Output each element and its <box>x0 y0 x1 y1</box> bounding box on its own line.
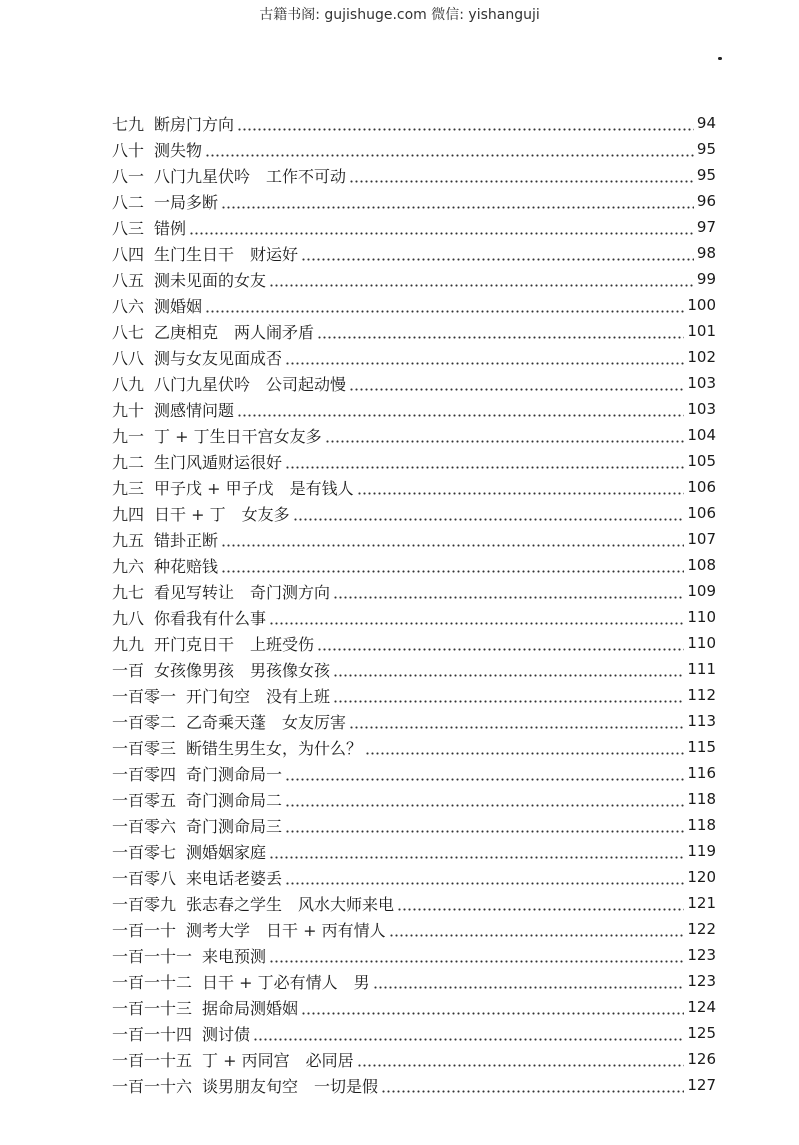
toc-entry-number: 九四 <box>112 504 145 524</box>
dot-leader <box>317 336 684 339</box>
dot-leader <box>365 752 684 755</box>
toc-entry-title: 日干 + 丁必有情人 男 <box>202 972 370 992</box>
toc-entry <box>112 526 716 552</box>
toc-entry-page: 115 <box>687 738 716 756</box>
toc-entry-title: 乙庚相克 两人闹矛盾 <box>154 322 315 342</box>
dot-leader <box>373 986 685 989</box>
dot-leader <box>237 414 684 417</box>
dot-leader <box>269 856 684 859</box>
dot-leader <box>285 362 684 365</box>
toc-entry-number: 一百零四 <box>112 764 177 784</box>
toc-entry <box>112 786 716 812</box>
toc-entry-page: 123 <box>687 946 716 964</box>
toc-entry-title: 丁 + 丁生日干宫女友多 <box>154 426 322 446</box>
dot-leader <box>333 596 684 599</box>
toc-entry-page: 103 <box>687 374 716 392</box>
toc-entry <box>112 604 716 630</box>
toc-entry <box>112 682 716 708</box>
toc-entry-page: 94 <box>696 114 716 132</box>
toc-entry <box>112 1046 716 1072</box>
dot-leader <box>285 882 684 885</box>
toc-entry-number: 一百一十一 <box>112 946 193 966</box>
dot-leader <box>269 622 684 625</box>
toc-entry <box>112 136 716 162</box>
dot-leader <box>237 128 694 131</box>
toc-entry-number: 八五 <box>112 270 145 290</box>
toc-entry-number: 一百零九 <box>112 894 177 914</box>
toc-entry-title: 测未见面的女友 <box>154 270 267 290</box>
dot-leader <box>221 544 684 547</box>
toc-entry-number: 九三 <box>112 478 145 498</box>
toc-entry-number: 八七 <box>112 322 145 342</box>
toc-entry <box>112 292 716 318</box>
dot-leader <box>285 466 684 469</box>
toc-entry-page: 106 <box>687 478 716 496</box>
toc-entry-number: 一百零五 <box>112 790 177 810</box>
toc-entry-page: 123 <box>687 972 716 990</box>
toc-entry <box>112 812 716 838</box>
toc-entry-number: 八一 <box>112 166 145 186</box>
dot-leader <box>325 440 685 443</box>
toc-entry <box>112 838 716 864</box>
toc-entry-number: 八六 <box>112 296 145 316</box>
toc-entry-page: 113 <box>687 712 716 730</box>
dot-leader <box>333 700 684 703</box>
toc-entry-title: 测婚姻 <box>154 296 203 316</box>
toc-entry-page: 125 <box>687 1024 716 1042</box>
toc-entry <box>112 578 716 604</box>
toc-entry-title: 奇门测命局二 <box>186 790 283 810</box>
toc-entry-number: 八四 <box>112 244 145 264</box>
toc-entry-number: 一百零七 <box>112 842 177 862</box>
toc-entry-page: 118 <box>687 816 716 834</box>
toc-entry-page: 112 <box>687 686 716 704</box>
toc-entry-title: 奇门测命局三 <box>186 816 283 836</box>
toc-entry <box>112 968 716 994</box>
toc-entry <box>112 110 716 136</box>
toc-entry <box>112 396 716 422</box>
toc-entry-page: 120 <box>687 868 716 886</box>
toc-entry <box>112 1020 716 1046</box>
toc-entry <box>112 864 716 890</box>
toc-entry-title: 一局多断 <box>154 192 219 212</box>
toc-entry <box>112 890 716 916</box>
toc-entry-title: 张志春之学生 风水大师来电 <box>186 894 395 914</box>
toc-entry-number: 九八 <box>112 608 145 628</box>
toc-entry-page: 110 <box>687 608 716 626</box>
toc-entry-number: 一百零八 <box>112 868 177 888</box>
toc-entry-number: 九五 <box>112 530 145 550</box>
toc-entry-title: 种花赔钱 <box>154 556 219 576</box>
dot-leader <box>285 804 684 807</box>
toc-entry-title: 女孩像男孩 男孩像女孩 <box>154 660 331 680</box>
toc-entry-number: 九七 <box>112 582 145 602</box>
dot-leader <box>205 154 694 157</box>
toc-entry-title: 开门克日干 上班受伤 <box>154 634 315 654</box>
toc-entry-title: 据命局测婚姻 <box>202 998 299 1018</box>
toc-entry-title: 八门九星伏吟 工作不可动 <box>154 166 347 186</box>
toc-entry <box>112 916 716 942</box>
toc-entry <box>112 630 716 656</box>
dot-leader <box>269 960 684 963</box>
toc-entry-page: 104 <box>687 426 716 444</box>
toc-entry-page: 102 <box>687 348 716 366</box>
toc-entry <box>112 162 716 188</box>
toc-entry-page: 95 <box>696 166 716 184</box>
toc-entry-number: 一百一十六 <box>112 1076 193 1096</box>
toc-entry-number: 一百一十四 <box>112 1024 193 1044</box>
toc-entry <box>112 760 716 786</box>
toc-entry-title: 你看我有什么事 <box>154 608 267 628</box>
toc-entry-page: 103 <box>687 400 716 418</box>
toc-entry-page: 119 <box>687 842 716 860</box>
toc-entry <box>112 708 716 734</box>
toc-entry <box>112 188 716 214</box>
toc-entry-number: 八十 <box>112 140 145 160</box>
dot-leader <box>253 1038 684 1041</box>
toc-entry-page: 111 <box>687 660 716 678</box>
dot-leader <box>285 830 684 833</box>
toc-entry-number: 八八 <box>112 348 145 368</box>
dot-leader <box>293 518 685 521</box>
toc-entry-page: 106 <box>687 504 716 522</box>
toc-entry-number: 一百零三 <box>112 738 177 758</box>
toc-entry-page: 108 <box>687 556 716 574</box>
toc-entry <box>112 1072 716 1098</box>
toc-entry-title: 测考大学 日干 + 丙有情人 <box>186 920 386 940</box>
toc-entry-number: 八二 <box>112 192 145 212</box>
dot-leader <box>349 726 684 729</box>
toc-entry-title: 丁 + 丙同宫 必同居 <box>202 1050 354 1070</box>
toc-entry-number: 一百 <box>112 660 145 680</box>
dot-leader <box>269 284 694 287</box>
toc-entry-page: 122 <box>687 920 716 938</box>
toc-entry-page: 107 <box>687 530 716 548</box>
dot-leader <box>285 778 684 781</box>
dot-leader <box>357 492 685 495</box>
toc-entry-page: 95 <box>696 140 716 158</box>
toc-entry-number: 一百一十 <box>112 920 177 940</box>
toc-entry <box>112 734 716 760</box>
toc-entry-title: 测讨债 <box>202 1024 251 1044</box>
toc-entry <box>112 422 716 448</box>
toc-entry-title: 看见写转让 奇门测方向 <box>154 582 331 602</box>
toc-entry-page: 126 <box>687 1050 716 1068</box>
toc-entry-number: 七九 <box>112 114 145 134</box>
dot-leader <box>397 908 684 911</box>
toc-entry-title: 奇门测命局一 <box>186 764 283 784</box>
toc-entry-page: 101 <box>687 322 716 340</box>
toc-entry-number: 八九 <box>112 374 145 394</box>
toc-entry-number: 八三 <box>112 218 145 238</box>
toc-entry-number: 九六 <box>112 556 145 576</box>
toc-entry-title: 生门生日干 财运好 <box>154 244 299 264</box>
toc-entry <box>112 344 716 370</box>
toc-entry-title: 测婚姻家庭 <box>186 842 267 862</box>
toc-entry-title: 八门九星伏吟 公司起动慢 <box>154 374 347 394</box>
dot-leader <box>389 934 685 937</box>
toc-entry-number: 九二 <box>112 452 145 472</box>
toc-entry-title: 乙奇乘天蓬 女友厉害 <box>186 712 347 732</box>
scan-speck <box>718 57 722 60</box>
toc-entry-title: 测与女友见面成否 <box>154 348 283 368</box>
toc-entry-title: 日干 + 丁 女友多 <box>154 504 290 524</box>
dot-leader <box>301 1012 684 1015</box>
toc-entry-title: 错卦正断 <box>154 530 219 550</box>
toc-entry <box>112 370 716 396</box>
toc-entry-title: 谈男朋友旬空 一切是假 <box>202 1076 379 1096</box>
toc-entry-page: 100 <box>687 296 716 314</box>
toc-entry-number: 九一 <box>112 426 145 446</box>
toc-entry <box>112 994 716 1020</box>
dot-leader <box>189 232 694 235</box>
watermark-text: 古籍书阁: gujishuge.com 微信: yishanguji <box>259 7 540 23</box>
toc-entry <box>112 942 716 968</box>
dot-leader <box>221 206 694 209</box>
toc-entry-title: 生门风遁财运很好 <box>154 452 283 472</box>
toc-entry-page: 118 <box>687 790 716 808</box>
dot-leader <box>221 570 684 573</box>
toc-entry-page: 116 <box>687 764 716 782</box>
toc-entry-page: 97 <box>696 218 716 236</box>
toc-entry <box>112 318 716 344</box>
dot-leader <box>205 310 684 313</box>
toc-entry <box>112 474 716 500</box>
toc-entry-number: 九九 <box>112 634 145 654</box>
toc-entry-number: 一百零二 <box>112 712 177 732</box>
toc-entry-page: 121 <box>687 894 716 912</box>
dot-leader <box>357 1064 685 1067</box>
toc-entry-number: 一百零一 <box>112 686 177 706</box>
table-of-contents <box>112 110 716 1098</box>
toc-entry <box>112 552 716 578</box>
toc-entry-page: 99 <box>696 270 716 288</box>
toc-entry-title: 断错生男生女，为什么？ <box>186 738 363 758</box>
toc-entry-number: 一百一十三 <box>112 998 193 1018</box>
toc-entry-number: 一百一十五 <box>112 1050 193 1070</box>
toc-entry <box>112 214 716 240</box>
toc-entry-page: 109 <box>687 582 716 600</box>
toc-entry-page: 98 <box>696 244 716 262</box>
toc-entry-page: 105 <box>687 452 716 470</box>
toc-entry-title: 测失物 <box>154 140 203 160</box>
toc-entry-page: 127 <box>687 1076 716 1094</box>
toc-entry-title: 错例 <box>154 218 187 238</box>
dot-leader <box>349 180 694 183</box>
toc-entry-number: 一百零六 <box>112 816 177 836</box>
toc-entry-number: 九十 <box>112 400 145 420</box>
toc-entry-page: 110 <box>687 634 716 652</box>
toc-entry <box>112 266 716 292</box>
toc-entry-number: 一百一十二 <box>112 972 193 992</box>
toc-entry-title: 来电预测 <box>202 946 267 966</box>
toc-entry-page: 96 <box>696 192 716 210</box>
dot-leader <box>333 674 684 677</box>
toc-entry-title: 断房门方向 <box>154 114 235 134</box>
toc-entry <box>112 500 716 526</box>
toc-entry-page: 124 <box>687 998 716 1016</box>
toc-entry <box>112 448 716 474</box>
toc-entry-title: 测感情问题 <box>154 400 235 420</box>
dot-leader <box>381 1090 684 1093</box>
dot-leader <box>317 648 684 651</box>
dot-leader <box>301 258 694 261</box>
dot-leader <box>349 388 684 391</box>
toc-entry-title: 开门旬空 没有上班 <box>186 686 331 706</box>
toc-entry-title: 来电话老婆丢 <box>186 868 283 888</box>
toc-entry-title: 甲子戊 + 甲子戊 是有钱人 <box>154 478 354 498</box>
toc-entry <box>112 240 716 266</box>
toc-entry <box>112 656 716 682</box>
